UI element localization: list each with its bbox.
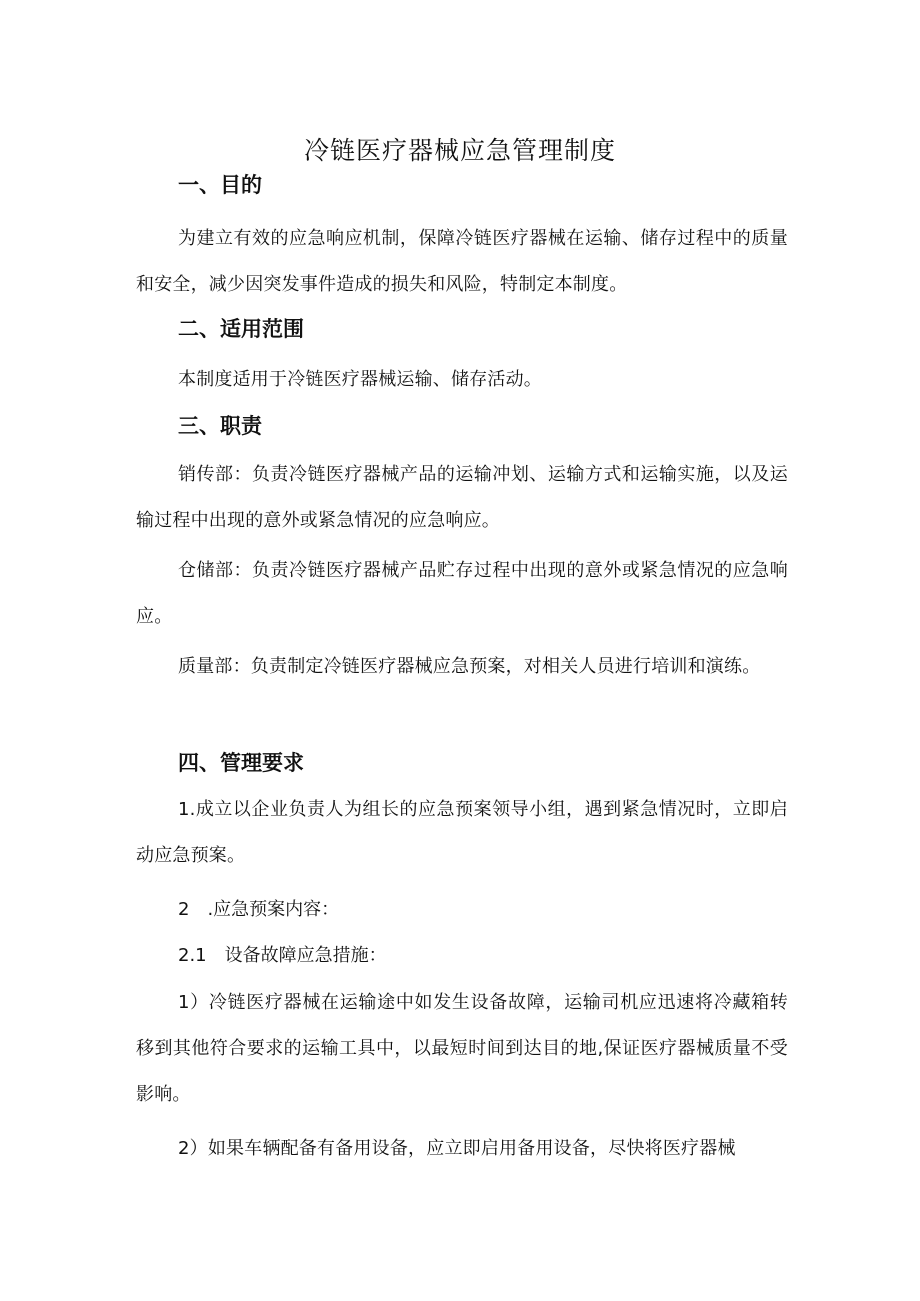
paragraph-duty-warehouse: 仓储部：负责冷链医疗器械产品贮存过程中出现的意外或紧急情况的应急响应。 [136, 560, 788, 627]
paragraph-measure-1: 1）冷链医疗器械在运输途中如发生设备故障，运输司机应迅速将冷藏箱转移到其他符合要求的运输工具中，以最短时间到达目的地,保证医疗器械质量不受影响。 [136, 992, 788, 1105]
paragraph-scope: 本制度适用于冷链医疗器械运输、储存活动。 [178, 369, 542, 390]
section-heading-requirements: 四、管理要求 [178, 751, 304, 775]
section-heading-purpose: 一、目的 [178, 173, 262, 197]
list-item-equipment-failure: 2.1 设备故障应急措施： [178, 945, 387, 966]
section-heading-scope: 二、适用范围 [178, 317, 304, 341]
paragraph-duty-quality: 质量部：负责制定冷链医疗器械应急预案，对相关人员进行培训和演练。 [178, 656, 761, 677]
paragraph-duty-sales: 销传部：负责冷链医疗器械产品的运输冲划、运输方式和运输实施，以及运输过程中出现的意外或紧急情况的应急响应。 [136, 464, 788, 531]
paragraph-measure-2: 2）如果车辆配备有备用设备，应立即启用备用设备，尽快将医疗器械 [178, 1138, 736, 1159]
section-heading-duties: 三、职责 [178, 414, 262, 438]
paragraph-requirement-1: 1.成立以企业负责人为组长的应急预案领导小组，遇到紧急情况时，立即启动应急预案。 [136, 799, 788, 866]
paragraph-purpose: 为建立有效的应急响应机制，保障冷链医疗器械在运输、储存过程中的质量和安全，减少因突发事件造成的损失和风险，特制定本制度。 [136, 228, 788, 295]
document-title: 冷链医疗器械应急管理制度 [303, 135, 616, 165]
list-item-emergency-plan: 2 .应急预案内容： [178, 899, 340, 920]
